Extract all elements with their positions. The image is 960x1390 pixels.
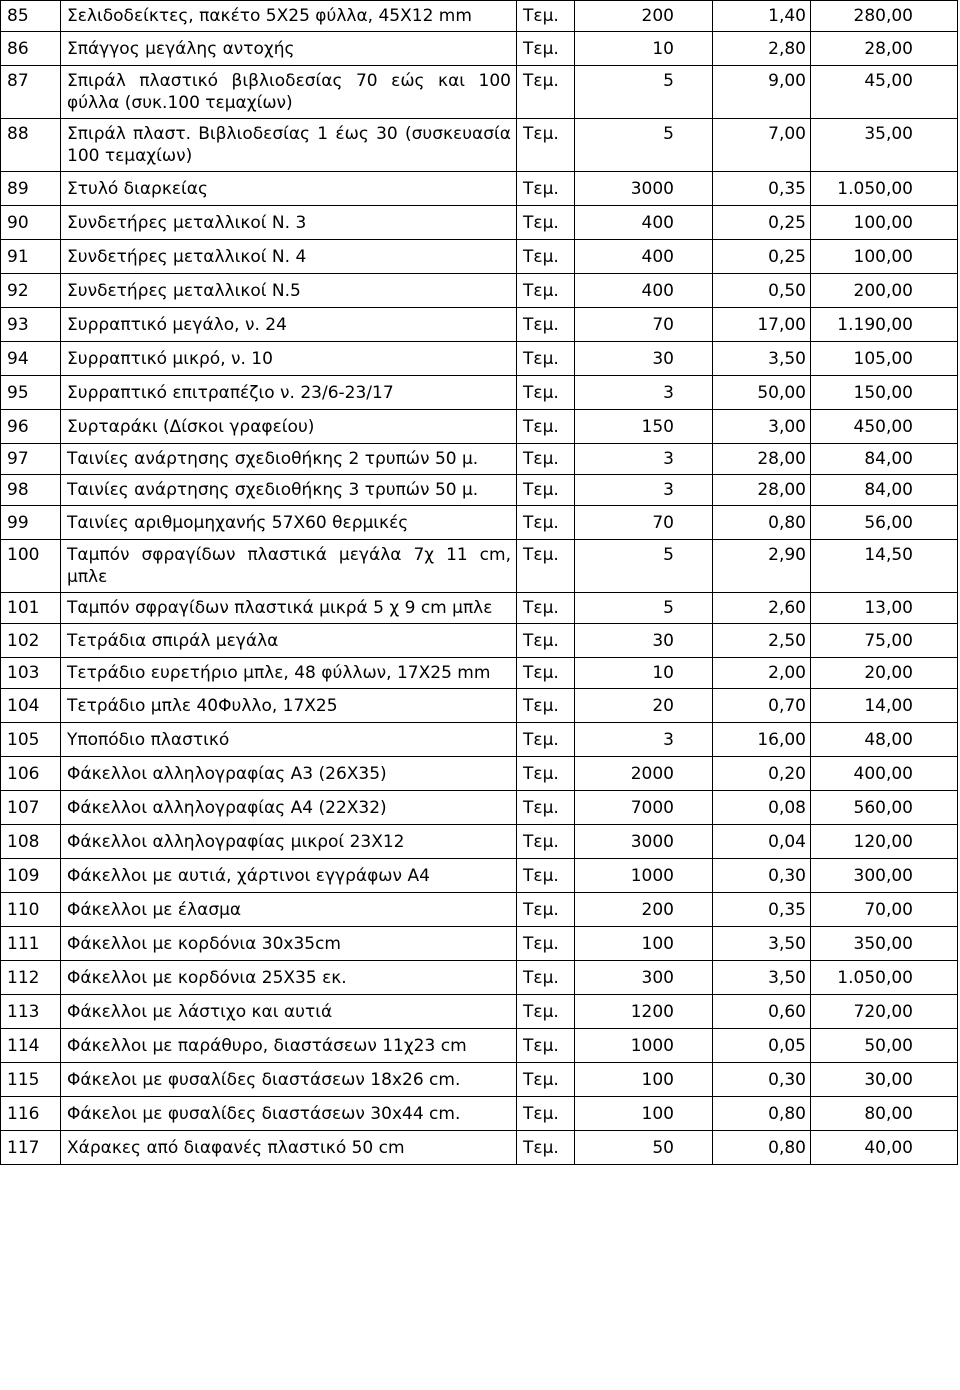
item-unit-price: 16,00 — [713, 723, 811, 757]
item-total: 75,00 — [811, 624, 958, 658]
item-unit-price: 3,50 — [713, 342, 811, 376]
item-description: Ταινίες ανάρτησης σχεδιοθήκης 2 τρυπών 50 μ. — [61, 444, 517, 475]
item-quantity: 5 — [575, 119, 713, 172]
item-unit: Τεμ. — [517, 1, 575, 32]
item-description: Ταμπόν σφραγίδων πλαστικά μικρά 5 χ 9 cm μπλε — [61, 593, 517, 624]
table-row — [1, 475, 958, 506]
item-description: Φάκελοι με φυσαλίδες διαστάσεων 30x44 cm. — [61, 1097, 517, 1131]
item-total: 400,00 — [811, 757, 958, 791]
item-description: Συνδετήρες μεταλλικοί Ν.5 — [61, 274, 517, 308]
item-total: 13,00 — [811, 593, 958, 624]
item-total: 14,50 — [811, 540, 958, 593]
item-description: Τετράδιο ευρετήριο μπλε, 48 φύλλων, 17Χ25 mm — [61, 658, 517, 689]
item-number: 102 — [1, 624, 61, 658]
item-total: 120,00 — [811, 825, 958, 859]
item-quantity: 100 — [575, 1097, 713, 1131]
table-row — [1, 540, 958, 593]
item-unit: Τεμ. — [517, 624, 575, 658]
item-description: Φάκελλοι με λάστιχο και αυτιά — [61, 995, 517, 1029]
item-unit: Τεμ. — [517, 1029, 575, 1063]
table-row — [1, 119, 958, 172]
item-unit: Τεμ. — [517, 475, 575, 506]
item-description: Σελιδοδείκτες, πακέτο 5Χ25 φύλλα, 45Χ12 mm — [61, 1, 517, 32]
item-unit: Τεμ. — [517, 172, 575, 206]
item-unit-price: 0,30 — [713, 859, 811, 893]
table-row — [1, 308, 958, 342]
item-quantity: 7000 — [575, 791, 713, 825]
item-quantity: 400 — [575, 240, 713, 274]
item-number: 90 — [1, 206, 61, 240]
item-unit-price: 2,50 — [713, 624, 811, 658]
item-total: 40,00 — [811, 1131, 958, 1165]
item-quantity: 3 — [575, 376, 713, 410]
item-unit-price: 0,25 — [713, 240, 811, 274]
item-unit-price: 28,00 — [713, 475, 811, 506]
table-row — [1, 927, 958, 961]
item-total: 45,00 — [811, 66, 958, 119]
table-row — [1, 1029, 958, 1063]
item-description: Σπιράλ πλαστικό βιβλιοδεσίας 70 εώς και 100 φύλλα (συκ.100 τεμαχίων) — [61, 66, 517, 119]
item-unit: Τεμ. — [517, 342, 575, 376]
item-quantity: 50 — [575, 1131, 713, 1165]
item-number: 94 — [1, 342, 61, 376]
item-total: 28,00 — [811, 32, 958, 66]
item-number: 111 — [1, 927, 61, 961]
item-unit: Τεμ. — [517, 961, 575, 995]
item-unit: Τεμ. — [517, 995, 575, 1029]
item-description: Φάκελλοι με κορδόνια 25Χ35 εκ. — [61, 961, 517, 995]
item-quantity: 70 — [575, 506, 713, 540]
item-unit-price: 28,00 — [713, 444, 811, 475]
table-row — [1, 995, 958, 1029]
table-row — [1, 410, 958, 444]
item-total: 56,00 — [811, 506, 958, 540]
table-row — [1, 723, 958, 757]
item-total: 84,00 — [811, 444, 958, 475]
item-unit: Τεμ. — [517, 723, 575, 757]
item-quantity: 30 — [575, 342, 713, 376]
item-description: Συρραπτικό επιτραπέζιο ν. 23/6-23/17 — [61, 376, 517, 410]
item-quantity: 10 — [575, 32, 713, 66]
item-unit-price: 0,05 — [713, 1029, 811, 1063]
item-description: Συνδετήρες μεταλλικοί Ν. 4 — [61, 240, 517, 274]
item-unit-price: 0,80 — [713, 1131, 811, 1165]
item-number: 98 — [1, 475, 61, 506]
item-total: 720,00 — [811, 995, 958, 1029]
item-total: 50,00 — [811, 1029, 958, 1063]
item-unit: Τεμ. — [517, 540, 575, 593]
item-unit: Τεμ. — [517, 274, 575, 308]
item-number: 109 — [1, 859, 61, 893]
item-number: 96 — [1, 410, 61, 444]
item-unit-price: 3,00 — [713, 410, 811, 444]
item-description: Τετράδιο μπλε 40Φυλλο, 17Χ25 — [61, 689, 517, 723]
item-number: 112 — [1, 961, 61, 995]
item-unit: Τεμ. — [517, 658, 575, 689]
item-total: 84,00 — [811, 475, 958, 506]
item-total: 1.050,00 — [811, 961, 958, 995]
table-row — [1, 791, 958, 825]
item-quantity: 3 — [575, 723, 713, 757]
item-quantity: 3000 — [575, 825, 713, 859]
item-unit: Τεμ. — [517, 308, 575, 342]
table-row — [1, 32, 958, 66]
item-description: Υποπόδιο πλαστικό — [61, 723, 517, 757]
item-unit-price: 0,80 — [713, 506, 811, 540]
item-unit: Τεμ. — [517, 1063, 575, 1097]
item-unit-price: 0,20 — [713, 757, 811, 791]
table-row — [1, 624, 958, 658]
item-quantity: 2000 — [575, 757, 713, 791]
item-unit: Τεμ. — [517, 410, 575, 444]
item-unit-price: 2,80 — [713, 32, 811, 66]
item-unit-price: 3,50 — [713, 961, 811, 995]
table-row — [1, 961, 958, 995]
item-number: 113 — [1, 995, 61, 1029]
item-unit-price: 1,40 — [713, 1, 811, 32]
item-unit-price: 0,25 — [713, 206, 811, 240]
item-number: 104 — [1, 689, 61, 723]
item-unit: Τεμ. — [517, 859, 575, 893]
item-number: 87 — [1, 66, 61, 119]
item-unit-price: 2,60 — [713, 593, 811, 624]
item-description: Χάρακες από διαφανές πλαστικό 50 cm — [61, 1131, 517, 1165]
item-description: Ταμπόν σφραγίδων πλαστικά μεγάλα 7χ 11 cm, μπλε — [61, 540, 517, 593]
table-row — [1, 1, 958, 32]
item-unit: Τεμ. — [517, 66, 575, 119]
item-number: 108 — [1, 825, 61, 859]
item-unit: Τεμ. — [517, 927, 575, 961]
item-number: 107 — [1, 791, 61, 825]
item-description: Φάκελλοι με παράθυρο, διαστάσεων 11χ23 cm — [61, 1029, 517, 1063]
item-total: 300,00 — [811, 859, 958, 893]
item-total: 560,00 — [811, 791, 958, 825]
item-number: 91 — [1, 240, 61, 274]
item-total: 30,00 — [811, 1063, 958, 1097]
item-unit-price: 0,04 — [713, 825, 811, 859]
item-total: 100,00 — [811, 240, 958, 274]
item-unit: Τεμ. — [517, 825, 575, 859]
item-unit: Τεμ. — [517, 689, 575, 723]
item-unit: Τεμ. — [517, 444, 575, 475]
item-number: 117 — [1, 1131, 61, 1165]
item-unit-price: 9,00 — [713, 66, 811, 119]
item-unit-price: 0,70 — [713, 689, 811, 723]
item-number: 101 — [1, 593, 61, 624]
item-quantity: 1000 — [575, 859, 713, 893]
item-total: 200,00 — [811, 274, 958, 308]
table-row — [1, 893, 958, 927]
table-row — [1, 1131, 958, 1165]
item-total: 280,00 — [811, 1, 958, 32]
item-unit-price: 17,00 — [713, 308, 811, 342]
item-total: 70,00 — [811, 893, 958, 927]
item-quantity: 150 — [575, 410, 713, 444]
item-unit: Τεμ. — [517, 757, 575, 791]
item-unit: Τεμ. — [517, 791, 575, 825]
item-description: Συρραπτικό μεγάλο, ν. 24 — [61, 308, 517, 342]
item-total: 1.190,00 — [811, 308, 958, 342]
item-quantity: 5 — [575, 540, 713, 593]
item-unit-price: 50,00 — [713, 376, 811, 410]
item-quantity: 5 — [575, 66, 713, 119]
item-number: 100 — [1, 540, 61, 593]
item-unit: Τεμ. — [517, 240, 575, 274]
item-number: 116 — [1, 1097, 61, 1131]
item-description: Φάκελοι με φυσαλίδες διαστάσεων 18x26 cm. — [61, 1063, 517, 1097]
item-quantity: 100 — [575, 1063, 713, 1097]
item-total: 150,00 — [811, 376, 958, 410]
table-row — [1, 240, 958, 274]
item-description: Συνδετήρες μεταλλικοί Ν. 3 — [61, 206, 517, 240]
item-quantity: 3 — [575, 475, 713, 506]
item-description: Ταινίες αριθμομηχανής 57Χ60 θερμικές — [61, 506, 517, 540]
item-description: Σπάγγος μεγάλης αντοχής — [61, 32, 517, 66]
item-number: 85 — [1, 1, 61, 32]
item-unit-price: 2,90 — [713, 540, 811, 593]
item-total: 105,00 — [811, 342, 958, 376]
item-unit: Τεμ. — [517, 206, 575, 240]
item-description: Τετράδια σπιράλ μεγάλα — [61, 624, 517, 658]
table-row — [1, 757, 958, 791]
item-unit-price: 0,35 — [713, 893, 811, 927]
item-description: Συρραπτικό μικρό, ν. 10 — [61, 342, 517, 376]
item-quantity: 300 — [575, 961, 713, 995]
table-row — [1, 444, 958, 475]
table-row — [1, 689, 958, 723]
item-quantity: 70 — [575, 308, 713, 342]
item-unit: Τεμ. — [517, 376, 575, 410]
item-quantity: 3 — [575, 444, 713, 475]
item-quantity: 400 — [575, 206, 713, 240]
item-quantity: 3000 — [575, 172, 713, 206]
item-unit-price: 0,35 — [713, 172, 811, 206]
item-quantity: 10 — [575, 658, 713, 689]
item-unit-price: 7,00 — [713, 119, 811, 172]
item-description: Σπιράλ πλαστ. Βιβλιοδεσίας 1 έως 30 (συσκευασία 100 τεμαχίων) — [61, 119, 517, 172]
item-description: Στυλό διαρκείας — [61, 172, 517, 206]
table-row — [1, 593, 958, 624]
item-total: 35,00 — [811, 119, 958, 172]
item-number: 115 — [1, 1063, 61, 1097]
item-quantity: 100 — [575, 927, 713, 961]
item-unit-price: 0,08 — [713, 791, 811, 825]
item-total: 1.050,00 — [811, 172, 958, 206]
item-quantity: 20 — [575, 689, 713, 723]
item-quantity: 400 — [575, 274, 713, 308]
item-number: 89 — [1, 172, 61, 206]
table-row — [1, 825, 958, 859]
item-unit-price: 0,30 — [713, 1063, 811, 1097]
item-total: 450,00 — [811, 410, 958, 444]
item-number: 110 — [1, 893, 61, 927]
item-unit-price: 0,50 — [713, 274, 811, 308]
item-total: 14,00 — [811, 689, 958, 723]
item-unit: Τεμ. — [517, 893, 575, 927]
item-total: 80,00 — [811, 1097, 958, 1131]
item-number: 114 — [1, 1029, 61, 1063]
item-unit: Τεμ. — [517, 593, 575, 624]
item-total: 350,00 — [811, 927, 958, 961]
item-number: 99 — [1, 506, 61, 540]
table-body — [1, 1, 958, 1165]
item-quantity: 200 — [575, 893, 713, 927]
item-unit-price: 0,60 — [713, 995, 811, 1029]
item-quantity: 1000 — [575, 1029, 713, 1063]
item-unit: Τεμ. — [517, 1131, 575, 1165]
item-unit: Τεμ. — [517, 1097, 575, 1131]
item-number: 92 — [1, 274, 61, 308]
table-row — [1, 506, 958, 540]
item-number: 88 — [1, 119, 61, 172]
item-quantity: 200 — [575, 1, 713, 32]
item-total: 48,00 — [811, 723, 958, 757]
table-row — [1, 1063, 958, 1097]
table-row — [1, 274, 958, 308]
item-description: Φάκελλοι αλληλογραφίας μικροί 23Χ12 — [61, 825, 517, 859]
table-row — [1, 376, 958, 410]
item-total: 20,00 — [811, 658, 958, 689]
item-number: 105 — [1, 723, 61, 757]
item-description: Ταινίες ανάρτησης σχεδιοθήκης 3 τρυπών 50 μ. — [61, 475, 517, 506]
item-unit: Τεμ. — [517, 32, 575, 66]
item-quantity: 30 — [575, 624, 713, 658]
table-row — [1, 859, 958, 893]
item-description: Φάκελλοι αλληλογραφίας Α3 (26Χ35) — [61, 757, 517, 791]
item-unit-price: 3,50 — [713, 927, 811, 961]
table-row — [1, 172, 958, 206]
item-number: 95 — [1, 376, 61, 410]
item-description: Συρταράκι (Δίσκοι γραφείου) — [61, 410, 517, 444]
item-unit-price: 2,00 — [713, 658, 811, 689]
item-number: 106 — [1, 757, 61, 791]
item-description: Φάκελλοι με κορδόνια 30x35cm — [61, 927, 517, 961]
item-description: Φάκελλοι με έλασμα — [61, 893, 517, 927]
item-quantity: 1200 — [575, 995, 713, 1029]
item-quantity: 5 — [575, 593, 713, 624]
table-row — [1, 1097, 958, 1131]
table-row — [1, 658, 958, 689]
item-total: 100,00 — [811, 206, 958, 240]
table-row — [1, 206, 958, 240]
item-number: 93 — [1, 308, 61, 342]
item-unit-price: 0,80 — [713, 1097, 811, 1131]
table-row — [1, 66, 958, 119]
item-number: 103 — [1, 658, 61, 689]
item-description: Φάκελλοι με αυτιά, χάρτινοι εγγράφων Α4 — [61, 859, 517, 893]
item-unit: Τεμ. — [517, 506, 575, 540]
item-number: 86 — [1, 32, 61, 66]
item-description: Φάκελλοι αλληλογραφίας Α4 (22Χ32) — [61, 791, 517, 825]
item-number: 97 — [1, 444, 61, 475]
item-unit: Τεμ. — [517, 119, 575, 172]
table-row — [1, 342, 958, 376]
